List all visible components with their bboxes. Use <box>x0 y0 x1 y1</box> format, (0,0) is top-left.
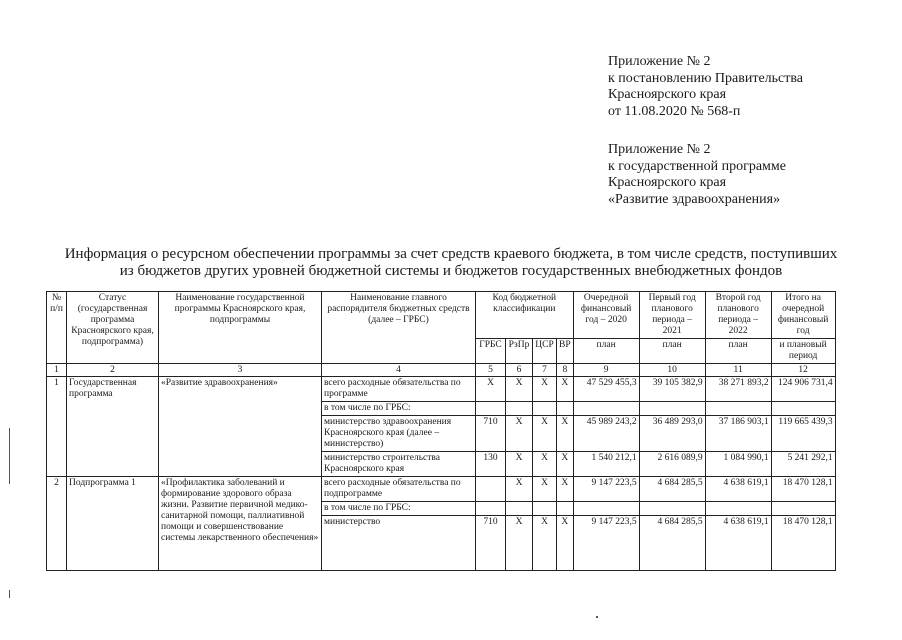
appendix-line: Красноярского края <box>608 87 727 102</box>
grbs-cell: министерство <box>322 516 476 571</box>
col-number: 2 <box>67 364 159 377</box>
appendix-line: к постановлению Правительства <box>608 70 804 86</box>
header-num: № п/п <box>47 292 67 364</box>
value-2022: 4 638 619,1 <box>705 516 771 571</box>
scan-mark <box>596 616 598 618</box>
value-2020: 9 147 223,5 <box>573 477 639 502</box>
value-2021: 2 616 089,9 <box>639 452 705 477</box>
value-total <box>771 402 835 416</box>
header-total-period: и плановый период <box>771 339 835 364</box>
value-total: 124 906 731,4 <box>771 377 835 402</box>
table-row <box>47 377 836 402</box>
grbs-cell: всего расходные обязательства по подпрограмме <box>322 477 476 502</box>
value-2020: 9 147 223,5 <box>573 516 639 571</box>
appendix-line: к государственной программе <box>608 158 786 174</box>
code-csr: X <box>533 416 557 452</box>
resource-table <box>46 291 836 571</box>
code-csr: X <box>533 452 557 477</box>
code-rzpr: X <box>506 416 533 452</box>
value-2022: 1 084 990,1 <box>705 452 771 477</box>
value-2022 <box>705 402 771 416</box>
code-grbs: 130 <box>476 452 506 477</box>
value-2020 <box>573 402 639 416</box>
code-vr: X <box>557 452 574 477</box>
header-year-2021: Первый год планового периода – 2021 <box>639 292 705 339</box>
value-total: 18 470 128,1 <box>771 477 835 502</box>
value-2021: 4 684 285,5 <box>639 516 705 571</box>
code-vr: X <box>557 416 574 452</box>
code-vr: X <box>557 477 574 502</box>
appendix-line: «Развитие здравоохранения» <box>608 191 781 207</box>
row-program-name: «Развитие здравоохранения» <box>159 377 322 477</box>
header-row <box>47 292 836 339</box>
header-year-2020: Очередной финансовый год – 2020 <box>573 292 639 339</box>
header-code-grbs: ГРБС <box>476 339 506 364</box>
grbs-cell: в том числе по ГРБС: <box>322 502 476 516</box>
value-2022 <box>705 502 771 516</box>
header-program-name: Наименование государственной программы Красноярского края, подпрограммы <box>159 292 322 364</box>
code-rzpr: X <box>506 452 533 477</box>
row-status: Подпрограмма 1 <box>67 477 159 571</box>
value-2020: 1 540 212,1 <box>573 452 639 477</box>
code-rzpr <box>506 502 533 516</box>
header-code-rzpr: РзПр <box>506 339 533 364</box>
column-number-row <box>47 364 836 377</box>
code-csr: X <box>533 377 557 402</box>
col-number: 3 <box>159 364 322 377</box>
row-num: 1 <box>47 377 67 477</box>
value-2021 <box>639 402 705 416</box>
header-year-2022: Второй год планового периода – 2022 <box>705 292 771 339</box>
title-line-1: Информация о ресурсном обеспечении программы за счет средств краевого бюджета, в том числе средств, поступивших <box>64 246 838 262</box>
code-grbs: 710 <box>476 516 506 571</box>
appendix-line: Красноярского края <box>608 175 727 190</box>
code-vr <box>557 402 574 416</box>
document-title <box>20 246 882 280</box>
appendix-line: Приложение № 2 <box>608 54 711 69</box>
code-rzpr <box>506 402 533 416</box>
header-total: Итого на очередной финансовый год <box>771 292 835 339</box>
value-total: 119 665 439,3 <box>771 416 835 452</box>
code-rzpr: X <box>506 477 533 502</box>
row-num: 2 <box>47 477 67 571</box>
value-total <box>771 502 835 516</box>
appendix-line: Приложение № 2 <box>608 142 711 157</box>
grbs-cell: в том числе по ГРБС: <box>322 402 476 416</box>
table-row <box>47 477 836 502</box>
value-2021: 39 105 382,9 <box>639 377 705 402</box>
appendix-line: от 11.08.2020 № 568-п <box>608 103 741 119</box>
code-csr <box>533 502 557 516</box>
header-plan-2021: план <box>639 339 705 364</box>
col-number: 7 <box>533 364 557 377</box>
code-grbs <box>476 477 506 502</box>
grbs-cell: всего расходные обязательства по программе <box>322 377 476 402</box>
code-csr: X <box>533 477 557 502</box>
value-2022: 37 186 903,1 <box>705 416 771 452</box>
scan-mark <box>9 590 10 598</box>
value-total: 5 241 292,1 <box>771 452 835 477</box>
header-budget-code: Код бюджетной классификации <box>476 292 574 339</box>
value-2020 <box>573 502 639 516</box>
code-csr: X <box>533 516 557 571</box>
value-total: 18 470 128,1 <box>771 516 835 571</box>
col-number: 10 <box>639 364 705 377</box>
header-code-csr: ЦСР <box>533 339 557 364</box>
code-rzpr: X <box>506 377 533 402</box>
code-csr <box>533 402 557 416</box>
grbs-cell: министерство здравоохранения Красноярского края (далее – министерство) <box>322 416 476 452</box>
scan-mark <box>9 428 10 484</box>
col-number: 9 <box>573 364 639 377</box>
title-line-2: из бюджетов других уровней бюджетной системы и бюджетов государственных внебюджетных фондов <box>119 263 783 279</box>
code-vr <box>557 502 574 516</box>
value-2021: 4 684 285,5 <box>639 477 705 502</box>
header-code-vr: ВР <box>557 339 574 364</box>
code-grbs <box>476 502 506 516</box>
col-number: 6 <box>506 364 533 377</box>
appendix-block-resolution <box>608 54 803 120</box>
value-2022: 38 271 893,2 <box>705 377 771 402</box>
col-number: 1 <box>47 364 67 377</box>
header-plan-2020: план <box>573 339 639 364</box>
col-number: 12 <box>771 364 835 377</box>
code-grbs: X <box>476 377 506 402</box>
header-plan-2022: план <box>705 339 771 364</box>
code-grbs <box>476 402 506 416</box>
col-number: 11 <box>705 364 771 377</box>
code-vr: X <box>557 377 574 402</box>
row-status: Государственная программа <box>67 377 159 477</box>
col-number: 4 <box>322 364 476 377</box>
header-grbs: Наименование главного распорядителя бюджетных средств (далее – ГРБС) <box>322 292 476 364</box>
appendix-block-program <box>608 142 786 208</box>
row-program-name: «Профилактика заболеваний и формирование здорового образа жизни. Развитие первичной медико-санитарной помощи, паллиативной помощи и совершенствование системы лекарственного обеспечения» <box>159 477 322 571</box>
value-2020: 45 989 243,2 <box>573 416 639 452</box>
col-number: 8 <box>557 364 574 377</box>
header-status: Статус (государственная программа Красноярского края, подпрограмма) <box>67 292 159 364</box>
grbs-cell: министерство строительства Красноярского края <box>322 452 476 477</box>
value-2021 <box>639 502 705 516</box>
code-grbs: 710 <box>476 416 506 452</box>
code-rzpr: X <box>506 516 533 571</box>
code-vr: X <box>557 516 574 571</box>
value-2021: 36 489 293,0 <box>639 416 705 452</box>
value-2022: 4 638 619,1 <box>705 477 771 502</box>
col-number: 5 <box>476 364 506 377</box>
value-2020: 47 529 455,3 <box>573 377 639 402</box>
